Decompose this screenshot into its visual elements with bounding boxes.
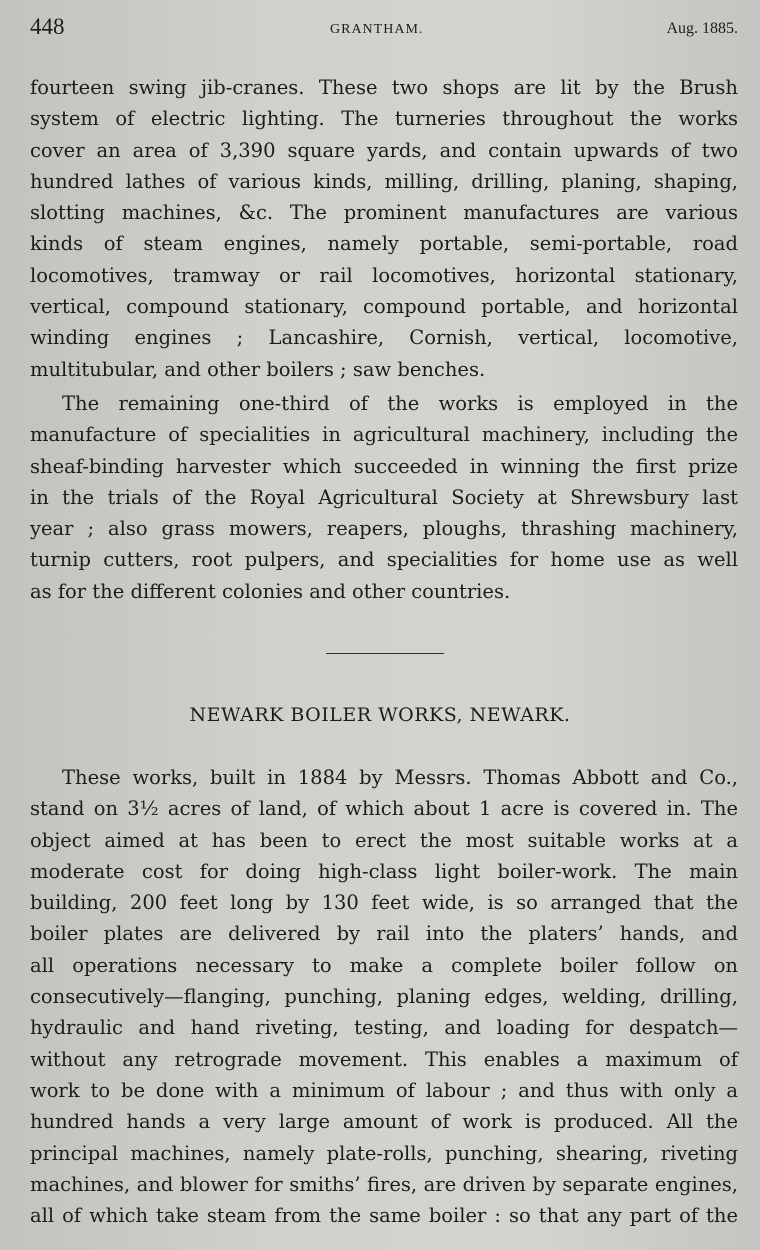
text-line: principal machines, namely plate-rolls, punching, shearing, riveting [30, 1141, 738, 1165]
text-line: boiler plates are delivered by rail into the platers’ hands, and [30, 922, 738, 946]
text-line: fourteen swing jib-cranes. These two shops are lit by the Brush [30, 76, 738, 99]
text-line: cover an area of 3,390 square yards, and contain upwards of two [30, 138, 738, 162]
section-divider [326, 653, 444, 654]
text-line: manufacture of specialities in agricultural machinery, including the [30, 423, 738, 447]
text-line: moderate cost for doing high-class light boiler-work. The main [30, 859, 738, 883]
text-line: vertical, compound stationary, compound portable, and horizontal [30, 295, 738, 319]
paragraph-1 [30, 72, 738, 385]
text-line: hydraulic and hand riveting, testing, and loading for despatch— [30, 1016, 738, 1040]
text-line: These works, built in 1884 by Messrs. Thomas Abbott and Co., [62, 766, 738, 789]
paragraph-2 [30, 388, 738, 607]
text-line: machines, and blower for smiths’ fires, are driven by separate engines, [30, 1172, 738, 1196]
text-line: hundred lathes of various kinds, milling, drilling, planing, shaping, [30, 169, 738, 193]
text-line: kinds of steam engines, namely portable, semi-portable, road [30, 232, 738, 256]
text-line: year ; also grass mowers, reapers, ploughs, thrashing machinery, [30, 517, 738, 541]
text-line: sheaf-binding harvester which succeeded in winning the first prize [30, 454, 738, 478]
text-line: system of electric lighting. The turneries throughout the works [30, 107, 738, 131]
paragraph-3 [30, 762, 738, 1231]
text-line: all of which take steam from the same boiler : so that any part of the [30, 1204, 738, 1228]
text-line: work to be done with a minimum of labour ; and thus with only a [30, 1078, 738, 1102]
text-line: object aimed at has been to erect the most suitable works at a [30, 828, 738, 852]
page-number: 448 [30, 14, 65, 39]
text-line: hundred hands a very large amount of work is produced. All the [30, 1110, 738, 1134]
text-line: locomotives, tramway or rail locomotives, horizontal stationary, [30, 263, 738, 287]
text-line: slotting machines, &c. The prominent manufactures are various [30, 201, 738, 225]
text-line: in the trials of the Royal Agricultural Society at Shrewsbury last [30, 485, 738, 509]
text-line: without any retrograde movement. This enables a maximum of [30, 1047, 738, 1071]
text-line: building, 200 feet long by 130 feet wide, is so arranged that the [30, 891, 738, 915]
text-line: winding engines ; Lancashire, Cornish, vertical, locomotive, [30, 326, 738, 350]
section-heading: NEWARK BOILER WORKS, NEWARK. [189, 704, 571, 726]
text-line: stand on 3½ acres of land, of which about 1 acre is covered in. The [30, 797, 738, 821]
text-line: multitubular, and other boilers ; saw benches. [30, 357, 486, 381]
text-line: turnip cutters, root pulpers, and specialities for home use as well [30, 548, 738, 572]
text-line: as for the different colonies and other countries. [30, 579, 511, 603]
text-line: The remaining one-third of the works is employed in the [62, 392, 738, 415]
running-date: Aug. 1885. [666, 20, 738, 37]
text-line: all operations necessary to make a complete boiler follow on [30, 953, 738, 977]
running-title: GRANTHAM. [330, 22, 424, 37]
text-line: consecutively—flanging, punching, planing edges, welding, drilling, [30, 985, 738, 1009]
